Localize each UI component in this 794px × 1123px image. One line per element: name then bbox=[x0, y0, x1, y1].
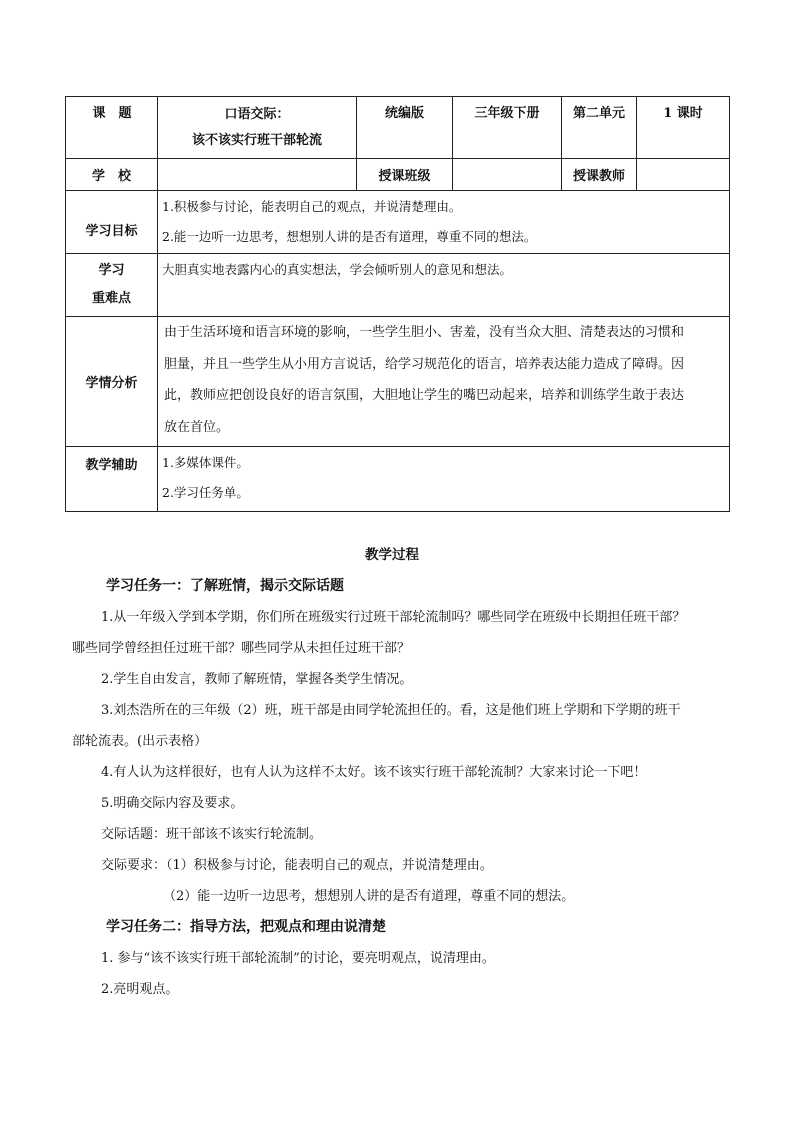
goal-item-1: 1.积极参与讨论，能表明自己的观点，并说清楚理由。 bbox=[162, 199, 462, 214]
topic-label-cell bbox=[66, 97, 158, 159]
row-aids bbox=[66, 447, 730, 512]
class-value-cell bbox=[453, 159, 562, 191]
aid-item-2: 2.学习任务单。 bbox=[162, 485, 249, 500]
row-goals bbox=[66, 191, 730, 254]
analysis-label-cell bbox=[66, 317, 158, 447]
analysis-line-1: 由于生活环境和语言环境的影响，一些学生胆小、害羞，没有当众大胆、清楚表达的习惯和 bbox=[164, 325, 685, 340]
unit: 第二单元 bbox=[572, 106, 625, 121]
edition-cell bbox=[357, 97, 453, 159]
key-points-text: 大胆真实地表露内心的真实想法，学会倾听别人的意见和想法。 bbox=[162, 262, 513, 277]
analysis-label: 学情分析 bbox=[85, 376, 138, 391]
teacher-label-cell bbox=[562, 159, 637, 191]
task1-p4: 4.有人认为这样很好，也有人认为这样不太好。该不该实行班干部轮流制？大家来讨论一下吧！ bbox=[101, 765, 647, 780]
aids-value-cell bbox=[158, 447, 730, 512]
topic-line1: 口语交际： bbox=[224, 107, 290, 122]
row-key-points bbox=[66, 254, 730, 317]
topic-line2: 该不该实行班干部轮流 bbox=[191, 133, 322, 148]
hours-cell bbox=[637, 97, 730, 159]
analysis-value-cell bbox=[158, 317, 730, 447]
goals-label-cell bbox=[66, 191, 158, 254]
communication-req-2: （2）能一边听一边思考，想想别人讲的是否有道理，尊重不同的想法。 bbox=[163, 889, 575, 904]
key-points-value-cell bbox=[158, 254, 730, 317]
grade: 三年级下册 bbox=[474, 106, 540, 121]
task1-p3-line2: 部轮流表。(出示表格） bbox=[72, 734, 208, 749]
goals-value-cell bbox=[158, 191, 730, 254]
goals-label: 学习目标 bbox=[85, 223, 138, 239]
analysis-line-3: 此，教师应把创设良好的语言氛围，大胆地让学生的嘴巴动起来，培养和训练学生敢于表达 bbox=[164, 388, 685, 403]
topic-label: 课 题 bbox=[92, 106, 132, 121]
goal-item-2: 2.能一边听一边思考，想想别人讲的是否有道理，尊重不同的想法。 bbox=[162, 229, 537, 244]
school-label-cell bbox=[66, 159, 158, 191]
class-label: 授课班级 bbox=[378, 169, 431, 184]
lesson-info-table bbox=[65, 96, 730, 512]
aid-item-1: 1.多媒体课件。 bbox=[162, 455, 249, 470]
topic-value-cell bbox=[158, 97, 357, 159]
communication-req-1: 交际要求：（1）积极参与讨论，能表明自己的观点，并说清楚理由。 bbox=[101, 858, 493, 873]
task1-p2: 2.学生自由发言，教师了解班情，掌握各类学生情况。 bbox=[101, 672, 413, 687]
teacher-value-cell bbox=[637, 159, 730, 191]
teaching-process bbox=[72, 545, 742, 1005]
unit-cell bbox=[562, 97, 637, 159]
task1-p1-line1: 1.从一年级入学到本学期，你们所在班级实行过班干部轮流制吗？哪些同学在班级中长期担任班干部？ bbox=[101, 610, 686, 625]
key-points-label-cell bbox=[66, 254, 158, 317]
analysis-line-2: 胆量，并且一些学生从小用方言说话，给学习规范化的语言，培养表达能力造成了障碍。因 bbox=[164, 356, 685, 372]
row-school bbox=[66, 159, 730, 191]
analysis-text bbox=[158, 317, 729, 446]
task1-p5: 5.明确交际内容及要求。 bbox=[101, 796, 244, 811]
analysis-line-4: 放在首位。 bbox=[164, 419, 230, 435]
grade-cell bbox=[453, 97, 562, 159]
row-analysis bbox=[66, 317, 730, 447]
hours: 1 课时 bbox=[663, 106, 703, 121]
aids-label-cell bbox=[66, 447, 158, 512]
task2-title: 学习任务二：指导方法，把观点和理由说清楚 bbox=[106, 919, 386, 935]
school-value-cell bbox=[158, 159, 357, 191]
task2-p1: 1. 参与“该不该实行班干部轮流制”的讨论，要亮明观点，说清理由。 bbox=[101, 951, 495, 966]
row-topic bbox=[66, 97, 730, 159]
communication-topic: 交际话题：班干部该不该实行轮流制。 bbox=[101, 827, 323, 842]
edition: 统编版 bbox=[384, 106, 424, 121]
class-label-cell bbox=[357, 159, 453, 191]
task1-p1-line2: 哪些同学曾经担任过班干部？哪些同学从未担任过班干部？ bbox=[72, 641, 411, 656]
task1-title: 学习任务一：了解班情，揭示交际话题 bbox=[106, 578, 344, 594]
key-points-label-line2: 重难点 bbox=[91, 291, 131, 306]
school-label: 学 校 bbox=[91, 169, 131, 184]
key-points-label-line1: 学习 bbox=[98, 263, 125, 278]
teacher-label: 授课教师 bbox=[572, 169, 625, 184]
task1-p3-line1: 3.刘杰浩所在的三年级（2）班，班干部是由同学轮流担任的。看，这是他们班上学期和下学期的班干 bbox=[101, 703, 681, 718]
aids-label: 教学辅助 bbox=[85, 458, 138, 473]
process-title: 教学过程 bbox=[365, 547, 419, 563]
task2-p2: 2.亮明观点。 bbox=[101, 982, 179, 997]
